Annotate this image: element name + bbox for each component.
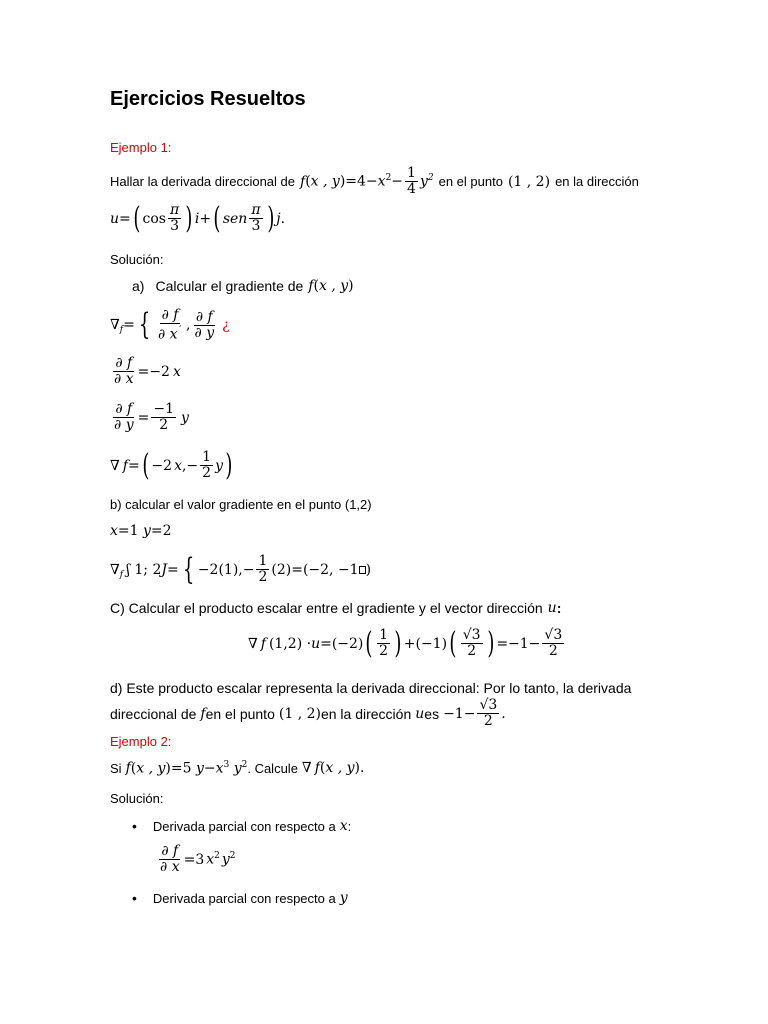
solucion-label-1: Solución: bbox=[110, 252, 164, 267]
example-2-heading: Ejemplo 2: bbox=[110, 734, 172, 749]
point-value: (1 , 2) bbox=[507, 173, 551, 190]
gradient-result: ∇ f = ( −2 x , − $\frac{1}{2}$ y ) bbox=[110, 447, 233, 483]
step-d-line-2: direccional de f en el punto (1 , 2) en la dirección u es −1− $\frac{√3}{2}$ . bbox=[110, 697, 506, 729]
function-expression: f bbox=[300, 173, 306, 190]
statement-post-text: en la dirección bbox=[555, 174, 639, 189]
step-c: C) Calcular el producto escalar entre el gradiente y el vector dirección u : bbox=[110, 600, 562, 616]
example-1-heading: Ejemplo 1: bbox=[110, 140, 172, 155]
step-a-text: Calcular el gradiente de bbox=[155, 278, 304, 294]
list-item: • Derivada parcial con respecto a y bbox=[132, 890, 348, 906]
partial-y: $\frac{\partial f}{\partial y}$ = $\frac{-1}{2}$ y bbox=[114, 401, 189, 433]
direction-vector: u = ( cos $\frac{\pi}{3}$ ) i + ( sen $\frac{\pi}{3}$ ) j . bbox=[110, 200, 286, 236]
partial-x: $\frac{\partial f}{\partial x}$ =−2 x bbox=[114, 355, 181, 387]
fraction-one-fourth: $\frac{1}{4}$ bbox=[407, 165, 416, 197]
bullet-icon: • bbox=[132, 890, 137, 906]
list-item: • Derivada parcial con respecto a x : bbox=[132, 818, 352, 834]
solucion-label-2: Solución: bbox=[110, 791, 164, 806]
inverted-question-mark: ¿ bbox=[222, 317, 230, 334]
function-args: (x , $y)=4-x^2-$ bbox=[305, 173, 404, 190]
point-assignment: x=1 y=2 bbox=[110, 523, 172, 539]
step-a-marker: a) bbox=[132, 278, 145, 294]
example-1-statement bbox=[110, 166, 639, 197]
partial-x-example-2: $\frac{\partial f}{\partial x}$ =3 $x^2$ $y^2$ bbox=[160, 843, 236, 875]
dot-product-equation: ∇ f (1,2) · u =(−2) ( $\frac{1}{2}$ ) +(−1) ( $\frac{√3}{2}$ ) =−1− $\frac{√3}{2}$ bbox=[248, 625, 563, 661]
step-c-text: C) Calcular el producto escalar entre el gradiente y el vector dirección bbox=[110, 600, 543, 616]
step-a: a) Calcular el gradiente de f (x , y) bbox=[132, 278, 354, 294]
example-2-statement: Si f (x , y)=5 $y-x^3$ $y^2$ . Calcule ∇ f (x , y). bbox=[110, 760, 365, 777]
statement-mid-text: en el punto bbox=[438, 174, 503, 189]
gradient-at-point: ∇ $_f$ ʃ 1; 2 J = { −2(1) , − $\frac{1}{2}$ (2)=(−2, −1 ) bbox=[110, 551, 372, 587]
gradient-definition: ∇ $_f$ = { $\frac{\partial f}{\partial x^´}$ , $\frac{\partial f}{\partial y}$ ¿ bbox=[110, 307, 230, 343]
bullet-icon: • bbox=[132, 818, 137, 834]
y-squared: $y^2$ bbox=[419, 173, 434, 190]
step-b: b) calcular el valor gradiente en el punto (1,2) bbox=[110, 497, 372, 512]
step-d-line-1: d) Este producto escalar representa la derivada direccional: Por lo tanto, la derivada bbox=[110, 680, 632, 696]
statement-pre-text: Hallar la derivada direccional de bbox=[110, 174, 295, 189]
page-title: Ejercicios Resueltos bbox=[110, 88, 306, 110]
